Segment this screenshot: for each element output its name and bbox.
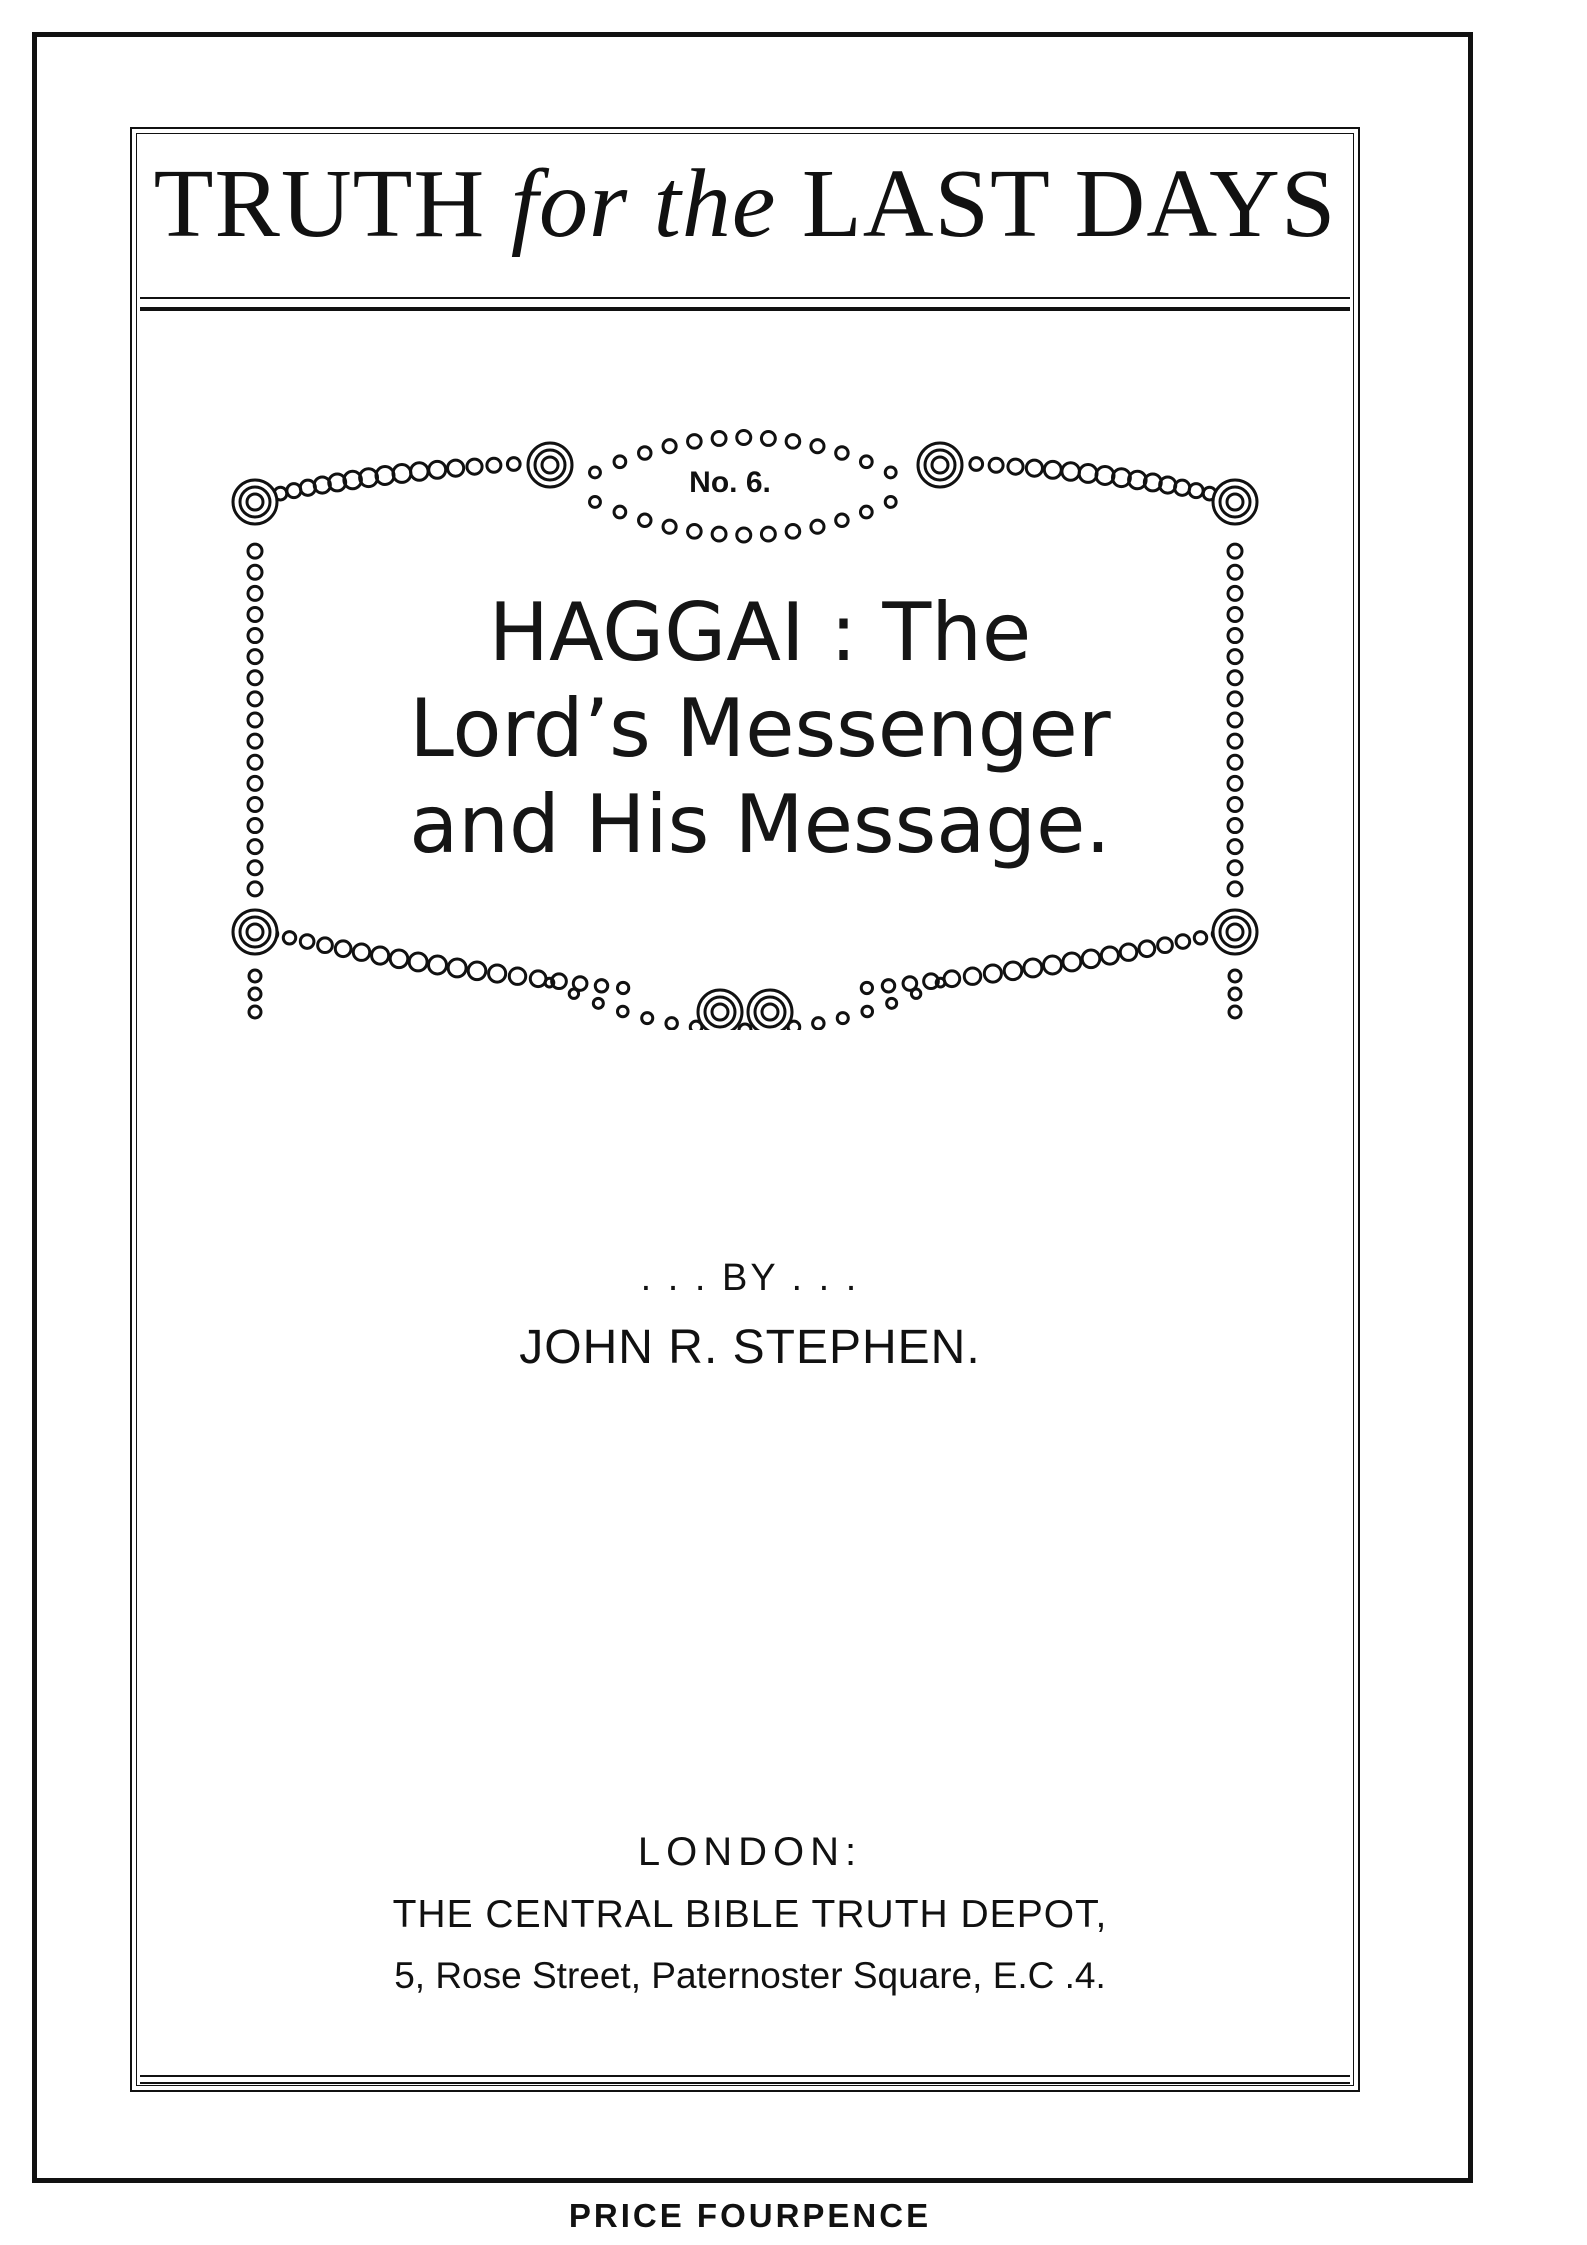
- author-name: JOHN R. STEPHEN.: [519, 1321, 981, 1374]
- bead-ornament: [248, 586, 262, 600]
- bead-ornament: [249, 970, 261, 982]
- by-label: . . . BY . . .: [640, 1257, 860, 1299]
- bead-ornament: [1229, 970, 1241, 982]
- bead-ornament: [813, 1018, 824, 1029]
- bead-ornament: [1228, 734, 1242, 748]
- bead-ornament: [248, 671, 262, 685]
- bead-ornament: [248, 882, 262, 896]
- bead-ornament: [1228, 692, 1242, 706]
- bead-ornament: [1228, 797, 1242, 811]
- bead-ornament: [248, 713, 262, 727]
- bead-ornament: [1063, 953, 1081, 971]
- bead-ornament: [1228, 755, 1242, 769]
- bead-ornament: [429, 956, 447, 974]
- bead-ornament: [593, 998, 603, 1008]
- bead-ornament: [617, 1006, 628, 1017]
- bead-ornament: [1062, 463, 1080, 481]
- bead-ornament: [836, 447, 848, 459]
- bead-ornament: [487, 458, 501, 472]
- bead-ornament: [468, 962, 486, 980]
- bead-ornament: [1120, 944, 1136, 960]
- bead-ornament: [964, 968, 980, 984]
- bead-ornament: [617, 982, 628, 993]
- bead-ornament: [1044, 461, 1061, 478]
- bead-ornament: [811, 440, 824, 453]
- series-title: [140, 150, 1350, 258]
- bead-ornament: [761, 527, 775, 541]
- bead-ornament: [287, 484, 301, 498]
- bead-ornament: [1176, 935, 1190, 949]
- bead-ornament: [1044, 956, 1062, 974]
- bead-ornament: [1228, 840, 1242, 854]
- rose-ornament: [1213, 480, 1257, 524]
- bead-ornament: [1229, 988, 1241, 1000]
- bead-ornament: [249, 988, 261, 1000]
- header-rule-thin: [140, 297, 1350, 299]
- bead-ornament: [688, 435, 702, 449]
- bead-ornament: [509, 968, 525, 984]
- bead-ornament: [811, 520, 824, 533]
- bead-ornament: [885, 496, 896, 507]
- bead-ornament: [372, 947, 389, 964]
- bead-ornament: [1228, 776, 1242, 790]
- bead-ornament: [911, 989, 920, 998]
- bead-ornament: [1228, 629, 1242, 643]
- bead-ornament: [590, 496, 601, 507]
- book-title: [330, 585, 1190, 873]
- publication-place: LONDON:: [637, 1830, 863, 1874]
- rose-ornament: [748, 990, 792, 1030]
- issue-number: No. 6.: [689, 466, 771, 499]
- bead-ornament: [1082, 950, 1100, 968]
- bead-ornament: [836, 514, 848, 526]
- bead-ornament: [1189, 484, 1203, 498]
- bead-ornament: [712, 432, 726, 446]
- bead-ornament: [569, 989, 578, 998]
- bead-ornament: [448, 460, 464, 476]
- bead-ornament: [390, 950, 408, 968]
- bead-ornament: [248, 797, 262, 811]
- bead-ornament: [353, 944, 369, 960]
- bead-ornament: [248, 819, 262, 833]
- series-title-part1: TRUTH: [153, 150, 486, 258]
- bead-ornament: [590, 467, 601, 478]
- bead-ornament: [614, 456, 626, 468]
- bead-ornament: [411, 463, 429, 481]
- rose-ornament: [233, 910, 277, 954]
- bead-ornament: [248, 650, 262, 664]
- bead-ornament: [467, 459, 482, 474]
- header-rule-thick: [140, 307, 1350, 311]
- book-title-line-2: Lord’s Messenger: [409, 682, 1111, 775]
- bead-ornament: [786, 435, 800, 449]
- bead-ornament: [663, 520, 676, 533]
- bead-ornament: [393, 465, 411, 483]
- rose-ornament: [698, 990, 742, 1030]
- bead-ornament: [861, 982, 872, 993]
- footer-rule-thin: [140, 2075, 1350, 2077]
- bead-ornament: [688, 525, 702, 539]
- bead-ornament: [1228, 713, 1242, 727]
- bead-ornament: [639, 447, 651, 459]
- bead-ornament: [318, 938, 333, 953]
- rose-ornament: [1213, 910, 1257, 954]
- bead-ornament: [248, 776, 262, 790]
- rose-ornament: [233, 480, 277, 524]
- bead-ornament: [1228, 586, 1242, 600]
- bead-ornament: [429, 461, 446, 478]
- bead-ornament: [984, 965, 1001, 982]
- bead-ornament: [761, 432, 775, 446]
- footer-rule-thin-2: [140, 2082, 1350, 2084]
- bead-ornament: [1158, 938, 1173, 953]
- bead-ornament: [1229, 1006, 1241, 1018]
- bead-ornament: [882, 980, 894, 992]
- bead-ornament: [970, 458, 983, 471]
- bead-ornament: [614, 506, 626, 518]
- price-label: PRICE FOURPENCE: [568, 2197, 932, 2234]
- bead-ornament: [737, 528, 751, 542]
- bead-ornament: [944, 971, 960, 987]
- bead-ornament: [409, 953, 427, 971]
- bead-ornament: [248, 861, 262, 875]
- bead-ornament: [642, 1013, 653, 1024]
- bead-ornament: [545, 978, 554, 987]
- bead-ornament: [639, 514, 651, 526]
- bead-ornament: [860, 506, 872, 518]
- bead-ornament: [739, 1024, 751, 1030]
- bead-ornament: [248, 840, 262, 854]
- bead-ornament: [989, 458, 1003, 472]
- bead-ornament: [862, 1006, 873, 1017]
- bead-ornament: [248, 544, 262, 558]
- bead-ornament: [1026, 460, 1042, 476]
- series-title-part2: LAST DAYS: [801, 150, 1337, 258]
- book-title-line-3: and His Message.: [409, 778, 1111, 871]
- publisher-address: 5, Rose Street, Paternoster Square, E.C .4.: [394, 1955, 1106, 1996]
- bead-ornament: [1228, 819, 1242, 833]
- bead-ornament: [248, 607, 262, 621]
- bead-ornament: [300, 935, 314, 949]
- rose-ornament: [528, 443, 572, 487]
- bead-ornament: [595, 980, 607, 992]
- bead-ornament: [448, 959, 466, 977]
- bead-ornament: [712, 527, 726, 541]
- bead-ornament: [1008, 459, 1023, 474]
- bead-ornament: [248, 629, 262, 643]
- bead-ornament: [489, 965, 506, 982]
- bead-ornament: [283, 932, 295, 944]
- publisher-name: THE CENTRAL BIBLE TRUTH DEPOT,: [392, 1893, 1108, 1936]
- bead-ornament: [1004, 962, 1022, 980]
- bead-ornament: [837, 1013, 848, 1024]
- bead-ornament: [1228, 607, 1242, 621]
- bead-ornament: [786, 525, 800, 539]
- bead-ornament: [666, 1018, 677, 1029]
- bead-ornament: [887, 998, 897, 1008]
- bead-ornament: [248, 692, 262, 706]
- bead-ornament: [1228, 861, 1242, 875]
- bead-ornament: [1024, 959, 1042, 977]
- bead-ornament: [1228, 882, 1242, 896]
- bead-ornament: [1228, 650, 1242, 664]
- bead-ornament: [1194, 932, 1206, 944]
- bead-ornament: [248, 734, 262, 748]
- bead-ornament: [530, 971, 546, 987]
- series-title-italic: for the: [510, 150, 777, 258]
- bead-ornament: [1228, 671, 1242, 685]
- bead-ornament: [1101, 947, 1118, 964]
- bead-ornament: [737, 431, 751, 445]
- bead-ornament: [1079, 465, 1097, 483]
- rose-ornament: [918, 443, 962, 487]
- bead-ornament: [335, 941, 351, 957]
- bead-ornament: [248, 565, 262, 579]
- bead-ornament: [663, 440, 676, 453]
- bead-ornament: [507, 458, 520, 471]
- bead-ornament: [885, 467, 896, 478]
- bead-ornament: [249, 1006, 261, 1018]
- bead-ornament: [1228, 565, 1242, 579]
- bead-ornament: [248, 755, 262, 769]
- bead-ornament: [860, 456, 872, 468]
- bead-ornament: [1228, 544, 1242, 558]
- book-title-line-1: HAGGAI : The: [488, 586, 1032, 679]
- bead-ornament: [936, 978, 945, 987]
- bead-ornament: [1139, 941, 1155, 957]
